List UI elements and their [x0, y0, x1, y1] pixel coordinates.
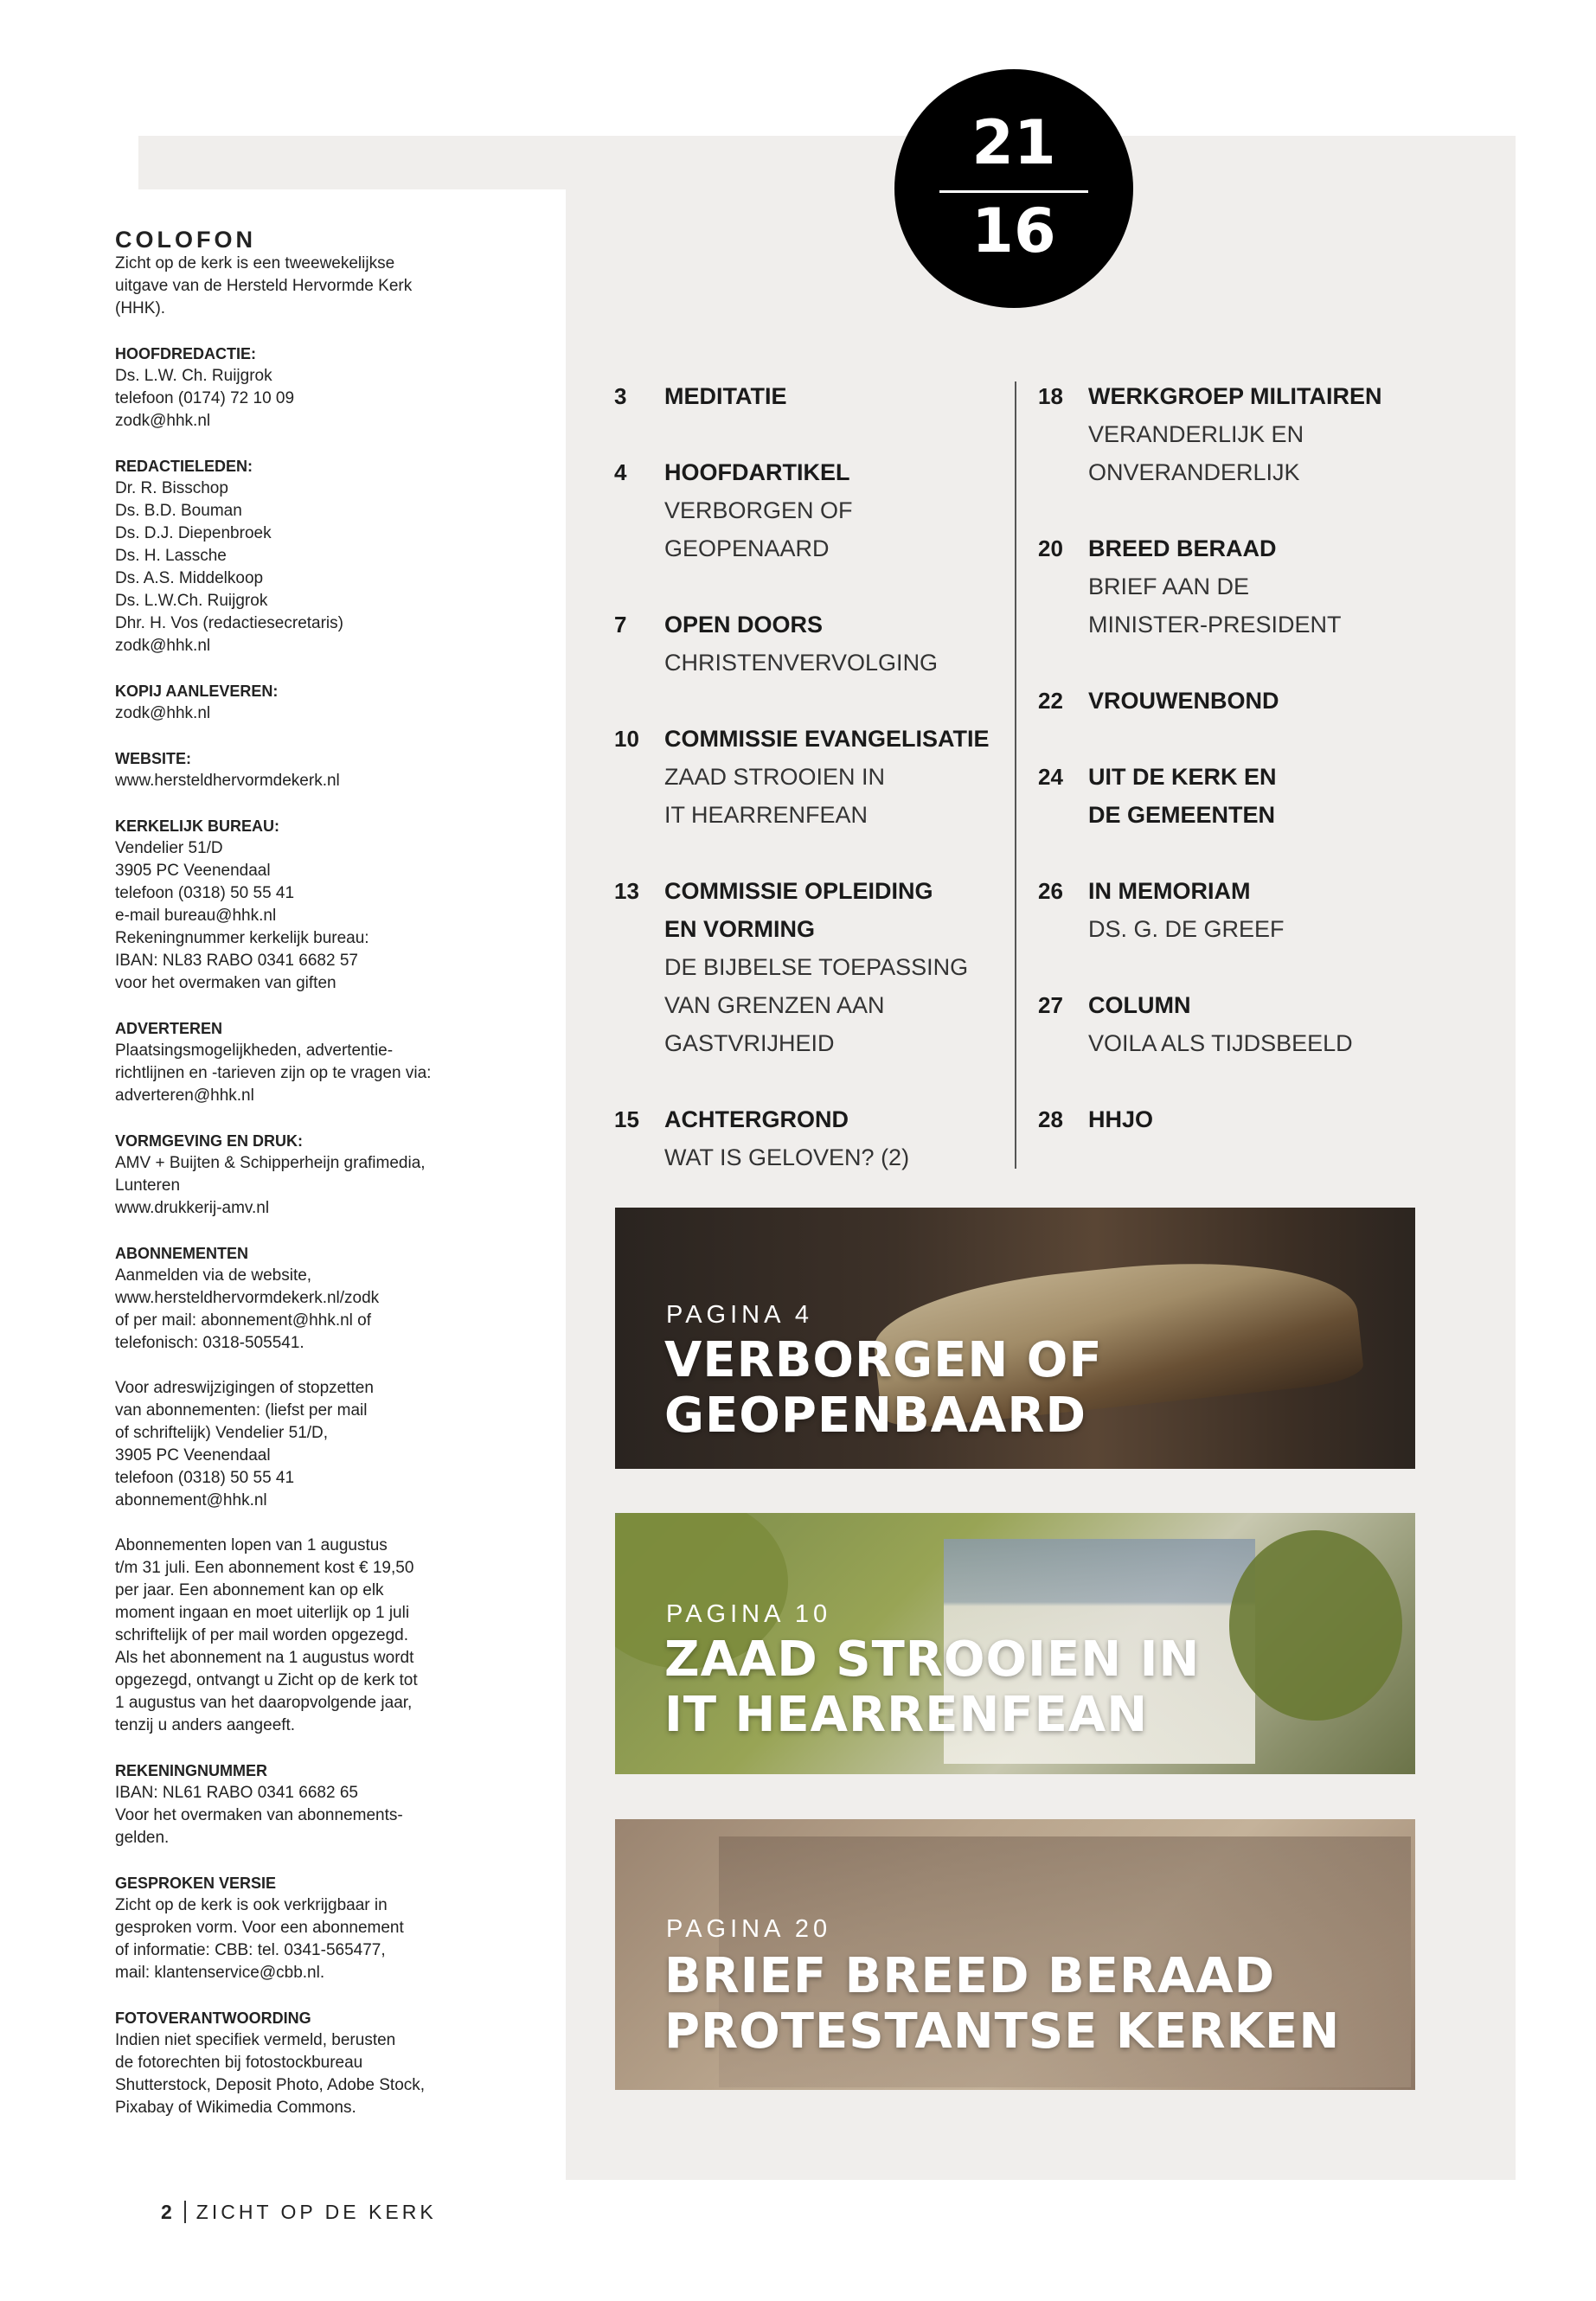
- issue-volume: 21: [971, 107, 1056, 178]
- colofon-heading: KERKELIJK BUREAU:: [115, 817, 280, 835]
- toc-subtitle: VERBORGEN OF: [664, 497, 853, 523]
- toc-entry[interactable]: [1038, 377, 1436, 491]
- colofon-line: telefoon (0318) 50 55 41: [115, 1469, 295, 1487]
- colofon-section: [115, 1872, 478, 1984]
- toc-page-number: 27: [1038, 992, 1063, 1018]
- toc-entry[interactable]: [614, 1100, 1012, 1176]
- issue-badge: [894, 69, 1133, 308]
- page-footer: [161, 2201, 437, 2224]
- colofon-line: Aanmelden via de website,: [115, 1266, 312, 1285]
- toc-subtitle: DS. G. DE GREEF: [1088, 916, 1285, 942]
- colofon-heading: ABONNEMENTEN: [115, 1245, 249, 1262]
- toc-subtitle: WAT IS GELOVEN? (2): [664, 1144, 910, 1170]
- colofon-line: www.hersteldhervormdekerk.nl/zodk: [115, 1289, 380, 1307]
- toc-page-number: 4: [614, 459, 627, 485]
- colofon-line: zodk@hhk.nl: [115, 637, 211, 655]
- colofon-line: abonnement@hhk.nl: [115, 1491, 267, 1509]
- colofon: [115, 227, 478, 2119]
- colofon-intro-line: Zicht op de kerk is een tweewekelijkse: [115, 254, 395, 272]
- toc-title: COMMISSIE EVANGELISATIE: [664, 726, 990, 752]
- toc-page-number: 22: [1038, 688, 1063, 714]
- toc-title: WERKGROEP MILITAIREN: [1088, 383, 1382, 409]
- colofon-title: COLOFON: [115, 227, 256, 253]
- feature-kicker: PAGINA 10: [666, 1600, 832, 1628]
- toc-subtitle: CHRISTENVERVOLGING: [664, 650, 939, 676]
- colofon-line: Voor het overmaken van abonnements-: [115, 1806, 403, 1824]
- toc-entry[interactable]: [1038, 986, 1436, 1062]
- toc-title: VROUWENBOND: [1088, 688, 1279, 714]
- toc-subtitle: GEOPENAARD: [664, 535, 830, 561]
- colofon-line: telefoon (0174) 72 10 09: [115, 389, 295, 407]
- colofon-line: schriftelijk of per mail worden opgezegd.: [115, 1626, 409, 1644]
- feature-kicker: PAGINA 20: [666, 1915, 832, 1943]
- toc-title: ACHTERGROND: [664, 1106, 849, 1132]
- colofon-heading: GESPROKEN VERSIE: [115, 1875, 277, 1892]
- colofon-line: www.hersteldhervormdekerk.nl: [115, 772, 340, 790]
- toc-entry[interactable]: [614, 377, 1012, 415]
- toc-title: BREED BERAAD: [1088, 535, 1277, 561]
- toc-page-number: 26: [1038, 878, 1063, 904]
- page-number: 2: [161, 2201, 172, 2223]
- feature-kicker: PAGINA 4: [666, 1301, 814, 1329]
- toc-entry[interactable]: [1038, 529, 1436, 644]
- colofon-line: 1 augustus van het daaropvolgende jaar,: [115, 1694, 413, 1712]
- toc-subtitle: IT HEARRENFEAN: [664, 802, 869, 828]
- colofon-line: voor het overmaken van giften: [115, 974, 337, 992]
- toc-subtitle: ZAAD STROOIEN IN: [664, 764, 886, 790]
- toc-subtitle: DE BIJBELSE TOEPASSING: [664, 954, 969, 980]
- toc-page-number: 28: [1038, 1106, 1063, 1132]
- colofon-line: telefoon (0318) 50 55 41: [115, 884, 295, 902]
- colofon-heading: HOOFDREDACTIE:: [115, 345, 256, 362]
- colofon-line: Voor adreswijzigingen of stopzetten: [115, 1379, 374, 1397]
- toc-page-number: 13: [614, 878, 639, 904]
- colofon-section: [115, 1242, 478, 1355]
- colofon-line: Vendelier 51/D: [115, 839, 223, 857]
- colofon-section: [115, 343, 478, 433]
- toc-page-number: 10: [614, 726, 639, 752]
- toc-entry[interactable]: [1038, 872, 1436, 948]
- colofon-line: Ds. L.W.Ch. Ruijgrok: [115, 592, 268, 610]
- toc-entry[interactable]: [1038, 682, 1436, 720]
- badge-divider: [939, 190, 1088, 193]
- colofon-line: 3905 PC Veenendaal: [115, 1446, 271, 1465]
- colofon-line: Ds. B.D. Bouman: [115, 502, 242, 520]
- toc-entry[interactable]: [614, 872, 1012, 1062]
- magazine-name: ZICHT OP DE KERK: [195, 2201, 437, 2223]
- colofon-line: Dhr. H. Vos (redactiesecretaris): [115, 614, 343, 632]
- colofon-heading: REDACTIELEDEN:: [115, 458, 253, 475]
- feature-banner-zaad-strooien[interactable]: [615, 1513, 1415, 1774]
- colofon-line: Ds. L.W. Ch. Ruijgrok: [115, 367, 272, 385]
- toc-title: MEDITATIE: [664, 383, 787, 409]
- toc-entry[interactable]: [614, 606, 1012, 682]
- colofon-line: of per mail: abonnement@hhk.nl of: [115, 1311, 372, 1330]
- colofon-line: e-mail bureau@hhk.nl: [115, 907, 277, 925]
- colofon-line: Ds. D.J. Diepenbroek: [115, 524, 272, 542]
- colofon-intro-line: uitgave van de Hersteld Hervormde Kerk: [115, 277, 413, 295]
- toc-title: HOOFDARTIKEL: [664, 459, 850, 485]
- colofon-line: of informatie: CBB: tel. 0341-565477,: [115, 1941, 386, 1959]
- toc-subtitle: GASTVRIJHEID: [664, 1030, 835, 1056]
- feature-banner-breed-beraad[interactable]: [615, 1819, 1415, 2090]
- colofon-line: Rekeningnummer kerkelijk bureau:: [115, 929, 369, 947]
- colofon-section: [115, 747, 478, 792]
- colofon-line: Ds. H. Lassche: [115, 547, 227, 565]
- colofon-line: Als het abonnement na 1 augustus wordt: [115, 1649, 414, 1667]
- footer-separator: [184, 2201, 186, 2223]
- colofon-line: opgezegd, ontvangt u Zicht op de kerk tot: [115, 1671, 418, 1689]
- colofon-line: zodk@hhk.nl: [115, 704, 211, 722]
- colofon-line: Indien niet specifiek vermeld, berusten: [115, 2031, 396, 2049]
- toc-page-number: 15: [614, 1106, 639, 1132]
- colofon-line: of schriftelijk) Vendelier 51/D,: [115, 1424, 329, 1442]
- toc-subtitle: MINISTER-PRESIDENT: [1088, 612, 1342, 638]
- colofon-line: IBAN: NL83 RABO 0341 6682 57: [115, 952, 358, 970]
- toc-title: OPEN DOORS: [664, 612, 824, 638]
- feature-banner-verborgen[interactable]: [615, 1208, 1415, 1469]
- colofon-line: t/m 31 juli. Een abonnement kost € 19,50: [115, 1559, 414, 1577]
- colofon-heading: WEBSITE:: [115, 750, 191, 767]
- toc-page-number: 24: [1038, 764, 1063, 790]
- colofon-line: van abonnementen: (liefst per mail: [115, 1401, 368, 1420]
- toc-entry[interactable]: [614, 453, 1012, 567]
- feature-headline: VERBORGEN OF GEOPENBAARD: [664, 1332, 1103, 1444]
- colofon-section: [115, 1377, 478, 1512]
- colofon-section: [115, 1017, 478, 1107]
- colofon-line: telefonisch: 0318-505541.: [115, 1334, 304, 1352]
- colofon-line: IBAN: NL61 RABO 0341 6682 65: [115, 1784, 358, 1802]
- feature-headline: ZAAD STROOIEN IN IT HEARRENFEAN: [664, 1631, 1201, 1743]
- colofon-line: Abonnementen lopen van 1 augustus: [115, 1536, 388, 1554]
- toc-title: EN VORMING: [664, 916, 816, 942]
- toc-left-column: [614, 377, 1012, 1215]
- toc-subtitle: BRIEF AAN DE: [1088, 574, 1250, 599]
- colofon-line: 3905 PC Veenendaal: [115, 862, 271, 880]
- toc-title: UIT DE KERK EN: [1088, 764, 1277, 790]
- colofon-section: [115, 1130, 478, 1220]
- colofon-heading: VORMGEVING EN DRUK:: [115, 1132, 304, 1150]
- colofon-line: Shutterstock, Deposit Photo, Adobe Stock,: [115, 2076, 426, 2094]
- colofon-line: zodk@hhk.nl: [115, 412, 211, 430]
- toc-title: IN MEMORIAM: [1088, 878, 1251, 904]
- toc-title: COMMISSIE OPLEIDING: [664, 878, 933, 904]
- colofon-heading: ADVERTEREN: [115, 1020, 223, 1037]
- colofon-line: richtlijnen en -tarieven zijn op te vragen via:: [115, 1064, 432, 1082]
- colofon-line: Pixabay of Wikimedia Commons.: [115, 2099, 356, 2117]
- toc-right-column: [1038, 377, 1436, 1176]
- colofon-line: Dr. R. Bisschop: [115, 479, 228, 497]
- colofon-line: AMV + Buijten & Schipperheijn grafimedia,: [115, 1154, 426, 1172]
- colofon-section: [115, 815, 478, 995]
- colofon-heading: FOTOVERANTWOORDING: [115, 2009, 311, 2027]
- toc-divider: [1015, 381, 1016, 1169]
- toc-page-number: 18: [1038, 383, 1063, 409]
- toc-page-number: 7: [614, 612, 627, 638]
- toc-entry[interactable]: [1038, 758, 1436, 834]
- colofon-intro-line: (HHK).: [115, 299, 166, 317]
- toc-page-number: 20: [1038, 535, 1063, 561]
- colofon-line: Lunteren: [115, 1176, 181, 1195]
- colofon-line: www.drukkerij-amv.nl: [115, 1199, 270, 1217]
- colofon-intro: [115, 253, 478, 320]
- colofon-line: per jaar. Een abonnement kan op elk: [115, 1581, 384, 1599]
- colofon-sections: [115, 343, 478, 2119]
- toc-subtitle: VERANDERLIJK EN: [1088, 421, 1304, 447]
- colofon-line: moment ingaan en moet uiterlijk op 1 juli: [115, 1604, 410, 1622]
- feature-headline: BRIEF BREED BERAAD PROTESTANTSE KERKEN: [664, 1948, 1341, 2060]
- toc-entry[interactable]: [614, 720, 1012, 834]
- toc-subtitle: VAN GRENZEN AAN: [664, 992, 885, 1018]
- colofon-section: [115, 1759, 478, 1849]
- toc-subtitle: VOILA ALS TIJDSBEELD: [1088, 1030, 1353, 1056]
- colofon-heading: KOPIJ AANLEVEREN:: [115, 683, 279, 700]
- issue-number: 16: [971, 195, 1056, 266]
- colofon-line: mail: klantenservice@cbb.nl.: [115, 1964, 325, 1982]
- colofon-section: [115, 680, 478, 725]
- colofon-line: adverteren@hhk.nl: [115, 1086, 254, 1105]
- colofon-section: [115, 2007, 478, 2119]
- toc-title: COLUMN: [1088, 992, 1191, 1018]
- toc-title: HHJO: [1088, 1106, 1154, 1132]
- toc-subtitle: ONVERANDERLIJK: [1088, 459, 1300, 485]
- toc-page-number: 3: [614, 383, 627, 409]
- toc-title: DE GEMEENTEN: [1088, 802, 1276, 828]
- colofon-line: gesproken vorm. Voor een abonnement: [115, 1919, 404, 1937]
- colofon-heading: REKENINGNUMMER: [115, 1762, 268, 1779]
- tree-image: [1229, 1530, 1402, 1721]
- colofon-line: Plaatsingsmogelijkheden, advertentie-: [115, 1042, 394, 1060]
- colofon-section: [115, 1535, 478, 1737]
- colofon-section: [115, 455, 478, 657]
- colofon-line: Ds. A.S. Middelkoop: [115, 569, 264, 587]
- colofon-line: Zicht op de kerk is ook verkrijgbaar in: [115, 1896, 388, 1914]
- colofon-line: de fotorechten bij fotostockbureau: [115, 2054, 363, 2072]
- colofon-line: gelden.: [115, 1829, 170, 1847]
- colofon-line: tenzij u anders aangeeft.: [115, 1716, 296, 1734]
- toc-entry[interactable]: [1038, 1100, 1436, 1138]
